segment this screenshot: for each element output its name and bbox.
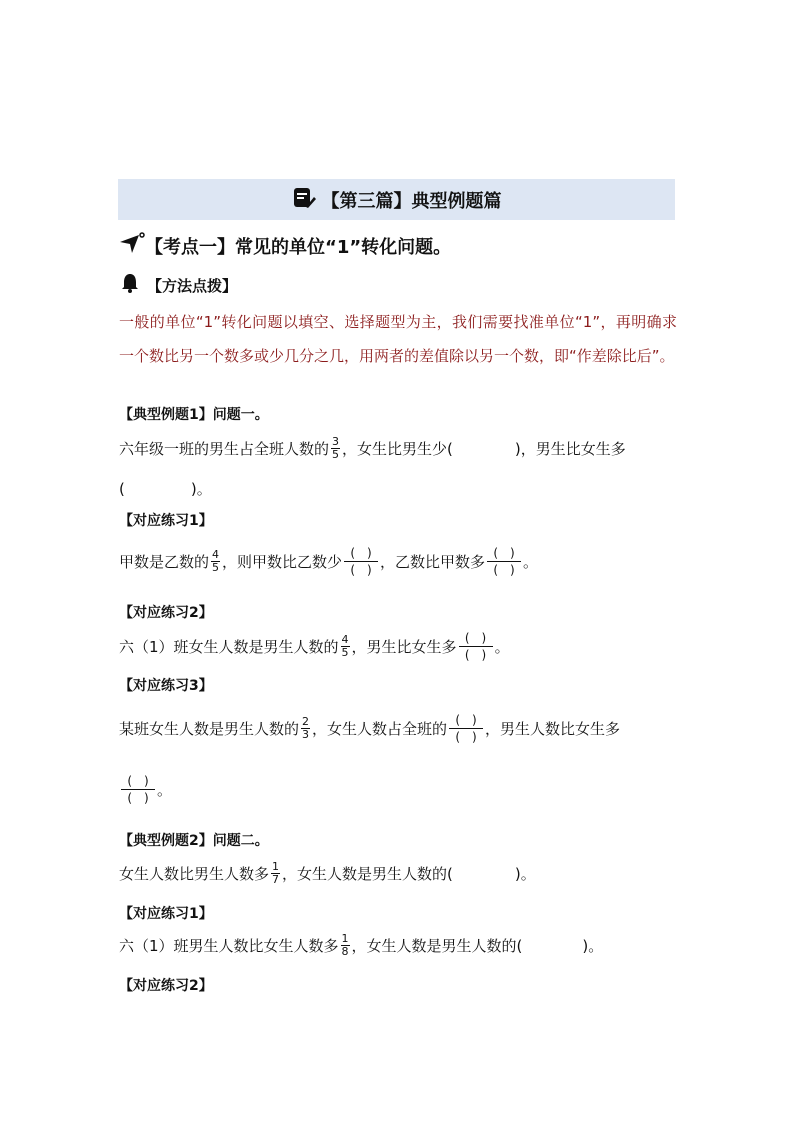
example-2-line: 女生人数比男生人数多 $\frac{1}{7}$ ，女生人数是男生人数的( )。 — [119, 860, 536, 886]
practice-1b-label: 【对应练习1】 — [119, 906, 213, 922]
fraction: $\frac{1}{8}$ — [341, 932, 349, 958]
answer-fraction-blank[interactable]: ( ) ( ) — [344, 545, 378, 578]
method-text: 一般的单位“1”转化问题以填空、选择题型为主，我们需要找准单位“1”，再明确求一个数比另一个数多或少几分之几，用两者的差值除以另一个数，即“作差除比后”。 — [119, 313, 677, 365]
practice-3-line-2: ( ) ( ) 。 — [119, 773, 172, 806]
topic-heading — [119, 232, 451, 259]
fraction: $\frac{2}{3}$ — [302, 715, 310, 741]
banner-title: 【第三篇】典型例题篇 — [321, 190, 502, 212]
example-1-line-1: 六年级一班的男生占全班人数的 $\frac{3}{5}$ ，女生比男生少( )，男生比女生多 — [119, 435, 626, 461]
practice-2-line: 六（1）班女生人数是男生人数的 $\frac{4}{5}$ ，男生比女生多 ( ) ( ) 。 — [119, 631, 510, 662]
fraction: $\frac{1}{7}$ — [272, 860, 280, 886]
bell-icon — [119, 272, 141, 298]
practice-1-line: 甲数是乙数的 $\frac{4}{5}$ ，则甲数比乙数少 ( ) ( ) ，乙数比甲数多 ( ) ( ) 。 — [119, 546, 539, 577]
method-title: 【方法点拨】 — [147, 276, 238, 295]
fraction: $\frac{3}{5}$ — [332, 435, 340, 461]
answer-fraction-blank[interactable]: ( ) ( ) — [449, 712, 483, 745]
example-1-line-2: ( )。 — [119, 479, 212, 498]
example-1-label: 【典型例题1】问题一。 — [119, 407, 269, 423]
section-banner — [118, 179, 675, 220]
fraction: $\frac{4}{5}$ — [212, 548, 220, 574]
fraction: $\frac{4}{5}$ — [341, 633, 349, 659]
practice-2b-label: 【对应练习2】 — [119, 978, 213, 994]
practice-2-label: 【对应练习2】 — [119, 605, 213, 621]
method-heading — [119, 272, 237, 298]
example-2-label: 【典型例题2】问题二。 — [119, 833, 269, 849]
practice-3-label: 【对应练习3】 — [119, 678, 213, 694]
location-arrow-icon — [119, 232, 145, 259]
practice-1-label: 【对应练习1】 — [119, 513, 213, 529]
notepad-pen-icon — [292, 186, 316, 214]
answer-fraction-blank[interactable]: ( ) ( ) — [121, 773, 155, 806]
answer-fraction-blank[interactable]: ( ) ( ) — [459, 630, 493, 663]
practice-1b-line: 六（1）班男生人数比女生人数多 $\frac{1}{8}$ ，女生人数是男生人数的( )。 — [119, 932, 604, 958]
practice-3-line-1: 某班女生人数是男生人数的 $\frac{2}{3}$ ，女生人数占全班的 ( ) ( ) ，男生人数比女生多 — [119, 713, 621, 744]
topic-title: 【考点一】常见的单位“1”转化问题。 — [145, 236, 452, 258]
answer-fraction-blank[interactable]: ( ) ( ) — [487, 545, 521, 578]
